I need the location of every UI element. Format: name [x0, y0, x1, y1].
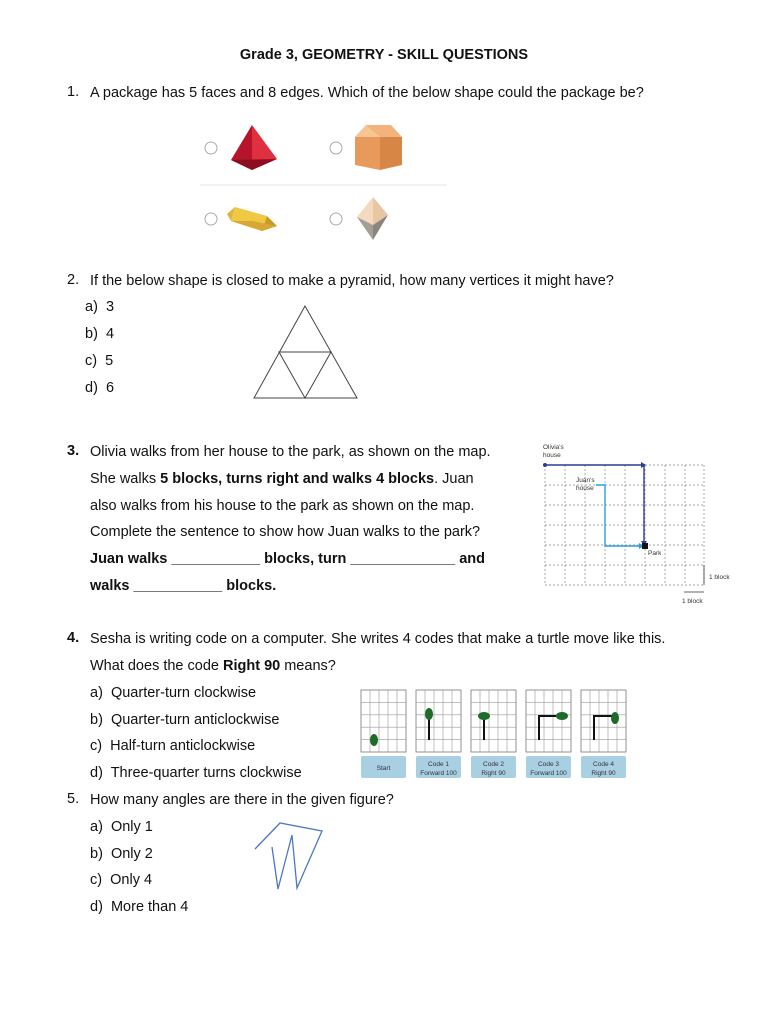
q5-option-a: a) Only 1 [90, 819, 153, 835]
q2-number: 2. [67, 272, 80, 288]
map-grid [545, 465, 704, 585]
svg-text:Start: Start [376, 765, 391, 772]
q3-line-1: Olivia walks from her house to the park, as shown on the map. [90, 444, 491, 460]
q3-line-3: also walks from his house to the park as shown on the map. [90, 498, 475, 514]
turtle-panel-start [361, 690, 406, 778]
q1-option-3-radio[interactable] [205, 213, 217, 225]
olivia-house-label-2: house [543, 452, 561, 459]
angles-figure [250, 815, 330, 895]
turtle-panel-code-4 [581, 690, 626, 778]
q4-option-d: d) Three-quarter turns clockwise [90, 765, 302, 781]
park-marker [642, 543, 648, 549]
q2-option-d: d) 6 [85, 380, 115, 396]
q5-number: 5. [67, 791, 80, 807]
q2-option-b: b) 4 [85, 326, 115, 342]
scale-label-right: 1 block [709, 574, 730, 581]
svg-text:Code 2: Code 2 [483, 761, 504, 768]
red-pyramid-icon [231, 125, 277, 170]
juan-route [596, 485, 642, 546]
q2-option-a: a) 3 [85, 299, 115, 315]
turtle-panel-code-2 [471, 690, 516, 778]
q1-option-2-radio[interactable] [330, 142, 342, 154]
svg-text:Code 3: Code 3 [538, 761, 559, 768]
pyramid-net-diagram [248, 300, 363, 402]
triangular-prism-icon [227, 207, 277, 231]
turtle-panel-code-1 [416, 690, 461, 778]
page-title: Grade 3, GEOMETRY - SKILL QUESTIONS [239, 47, 529, 63]
q1-number: 1. [67, 84, 80, 100]
svg-text:Forward 100: Forward 100 [530, 770, 567, 777]
svg-text:Right 90: Right 90 [591, 770, 616, 777]
q3-line-2: She walks 5 blocks, turns right and walks 4 blocks. Juan [90, 471, 474, 487]
turtle-icon [370, 734, 378, 746]
q3-line-4: Complete the sentence to show how Juan walks to the park? [90, 524, 481, 540]
q5-option-c: c) Only 4 [90, 872, 153, 888]
turtle-icon [611, 712, 619, 724]
turtle-code-panels [356, 686, 631, 782]
juan-house-label-1: Juan's [576, 477, 595, 484]
q4-number: 4. [67, 630, 80, 646]
turtle-icon [425, 708, 433, 720]
turtle-panel-code-3 [526, 690, 571, 778]
q1-shape-choices [195, 115, 450, 250]
turtle-icon [478, 712, 490, 720]
olivia-house-label-1: Olivia's [543, 444, 564, 451]
q4-option-a: a) Quarter-turn clockwise [90, 685, 257, 701]
svg-text:Code 4: Code 4 [593, 761, 614, 768]
q4-option-b: b) Quarter-turn anticlockwise [90, 712, 280, 728]
scale-label-bottom: 1 block [682, 598, 703, 605]
svg-text:Forward 100: Forward 100 [420, 770, 457, 777]
house-prism-icon [355, 125, 402, 170]
q3-line-5: Juan walks ___________ blocks, turn _____________ and [90, 551, 485, 567]
q4-line-2: What does the code Right 90 means? [90, 658, 336, 674]
q3-number: 3. [67, 443, 80, 459]
q5-text: How many angles are there in the given figure? [90, 792, 394, 808]
octahedron-icon [357, 197, 388, 240]
q4-line-1: Sesha is writing code on a computer. She writes 4 codes that make a turtle move like this. [90, 631, 666, 647]
walking-map [538, 440, 738, 610]
svg-text:Right 90: Right 90 [481, 770, 506, 777]
q1-option-1-radio[interactable] [205, 142, 217, 154]
q5-option-b: b) Only 2 [90, 846, 153, 862]
q1-text: A package has 5 faces and 8 edges. Which of the below shape could the package be? [90, 85, 644, 101]
q5-option-d: d) More than 4 [90, 899, 189, 915]
q1-option-4-radio[interactable] [330, 213, 342, 225]
q2-option-c: c) 5 [85, 353, 114, 369]
park-label: Park [648, 550, 662, 557]
q4-option-c: c) Half-turn anticlockwise [90, 738, 256, 754]
juan-house-label-2: house [576, 485, 594, 492]
q3-line-6: walks ___________ blocks. [90, 578, 277, 594]
svg-text:Code 1: Code 1 [428, 761, 449, 768]
q2-text: If the below shape is closed to make a pyramid, how many vertices it might have? [90, 273, 614, 289]
turtle-icon [556, 712, 568, 720]
